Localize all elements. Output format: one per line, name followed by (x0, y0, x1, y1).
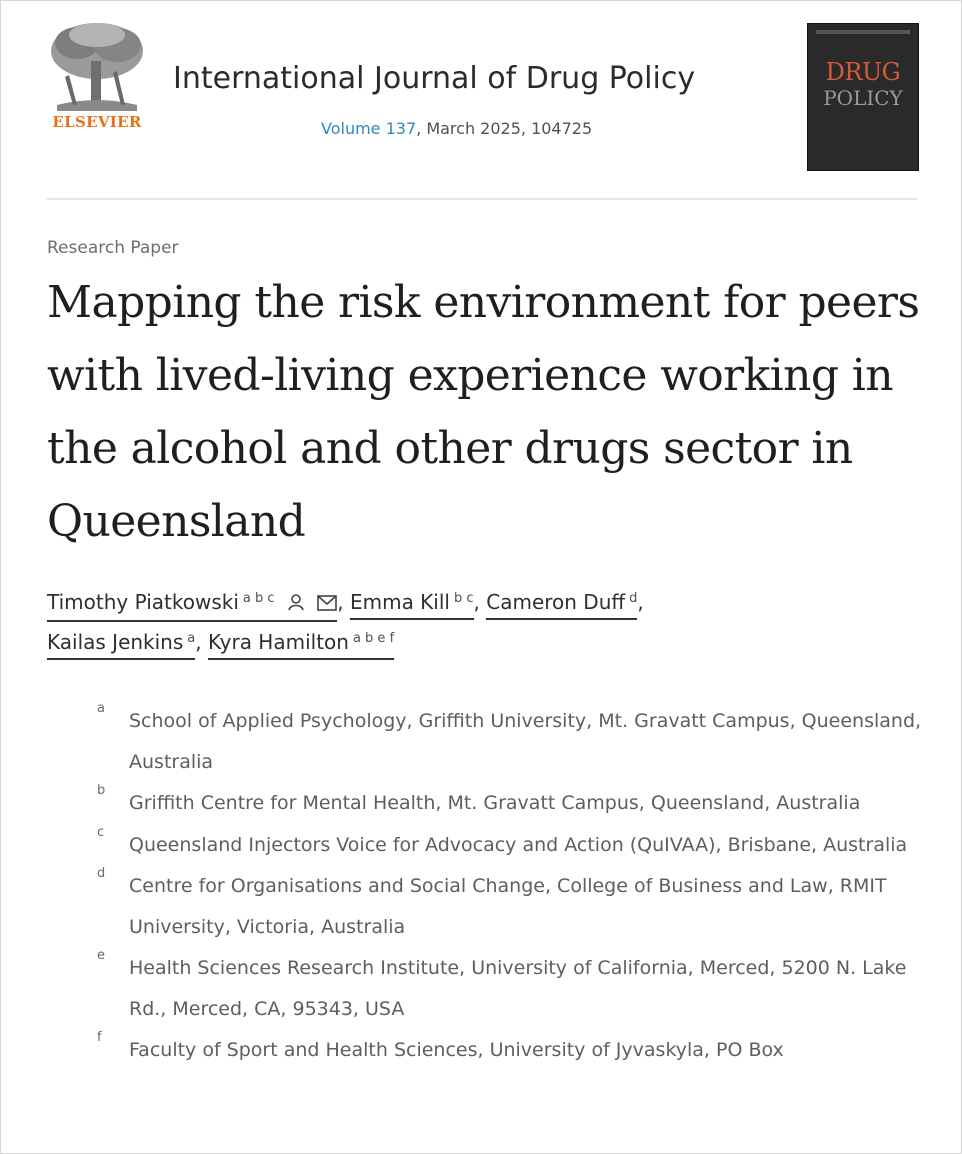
affiliation-text: Centre for Organisations and Social Change, College of Business and Law, RMIT University, Victoria, Australia (129, 875, 887, 938)
author-affiliation-refs: a b e f (352, 631, 395, 646)
cover-title-line1: DRUG (825, 58, 901, 86)
person-icon[interactable] (287, 590, 305, 618)
affiliation-text: Griffith Centre for Mental Health, Mt. Gravatt Campus, Queensland, Australia (129, 792, 861, 814)
affiliation-item (97, 783, 927, 824)
affiliation-label: f (97, 1030, 102, 1045)
affiliation-item (97, 866, 927, 947)
author-list (47, 584, 927, 664)
author-separator: , (473, 590, 487, 614)
author-name: Emma Kill (349, 590, 450, 614)
affiliation-item (97, 948, 927, 1029)
author-name: Kyra Hamilton (207, 630, 349, 654)
author-affiliation-refs: a b c (242, 591, 275, 606)
author-line-2 (47, 624, 927, 664)
author-separator: , (637, 590, 644, 614)
affiliation-item (97, 701, 927, 782)
author-link[interactable] (486, 585, 637, 620)
author-name: Timothy Piatkowski (47, 590, 239, 614)
author-link[interactable] (47, 585, 337, 622)
publisher-wordmark: ELSEVIER (52, 113, 142, 131)
journal-cover-thumbnail[interactable] (807, 23, 919, 171)
journal-issue-info (321, 119, 592, 138)
affiliation-item (97, 1030, 927, 1071)
author-link[interactable] (350, 585, 474, 620)
author-link[interactable] (47, 625, 195, 660)
issue-details: , March 2025, 104725 (416, 119, 593, 138)
author-affiliation-refs: d (629, 591, 638, 606)
author-separator: , (337, 590, 350, 614)
cover-header-strip (816, 30, 910, 34)
affiliation-label: d (97, 866, 106, 881)
author-name: Kailas Jenkins (47, 630, 184, 654)
affiliation-list (97, 701, 927, 1072)
journal-title-link[interactable]: International Journal of Drug Policy (173, 61, 696, 96)
volume-link[interactable]: Volume 137 (321, 119, 417, 138)
affiliation-label: a (97, 701, 105, 716)
author-name: Cameron Duff (486, 590, 626, 614)
affiliation-text: Faculty of Sport and Health Sciences, University of Jyvaskyla, PO Box (129, 1039, 784, 1061)
affiliation-item (97, 825, 927, 866)
author-affiliation-refs: a (187, 631, 196, 646)
author-link[interactable] (208, 625, 394, 660)
affiliation-label: e (97, 948, 105, 963)
author-affiliation-refs: b c (453, 591, 474, 606)
author-line-1 (47, 584, 927, 624)
affiliation-text: Health Sciences Research Institute, University of California, Merced, 5200 N. Lake Rd., Merced, CA, 95343, USA (129, 957, 907, 1020)
author-separator: , (195, 630, 208, 654)
article-type-label: Research Paper (47, 238, 179, 258)
journal-header (1, 1, 961, 201)
affiliation-text: School of Applied Psychology, Griffith University, Mt. Gravatt Campus, Queensland, Australia (129, 710, 922, 773)
elsevier-tree-icon (47, 21, 147, 113)
header-divider (47, 198, 917, 200)
affiliation-label: b (97, 783, 106, 798)
affiliation-label: c (97, 824, 105, 840)
cover-title-line2: POLICY (823, 86, 903, 110)
article-title: Mapping the risk environment for peers with lived-living experience working in the alcohol and other drugs sector in Queensland (47, 277, 920, 547)
affiliation-text: Queensland Injectors Voice for Advocacy and Action (QuIVAA), Brisbane, Australia (129, 833, 908, 856)
envelope-icon[interactable] (317, 590, 337, 618)
